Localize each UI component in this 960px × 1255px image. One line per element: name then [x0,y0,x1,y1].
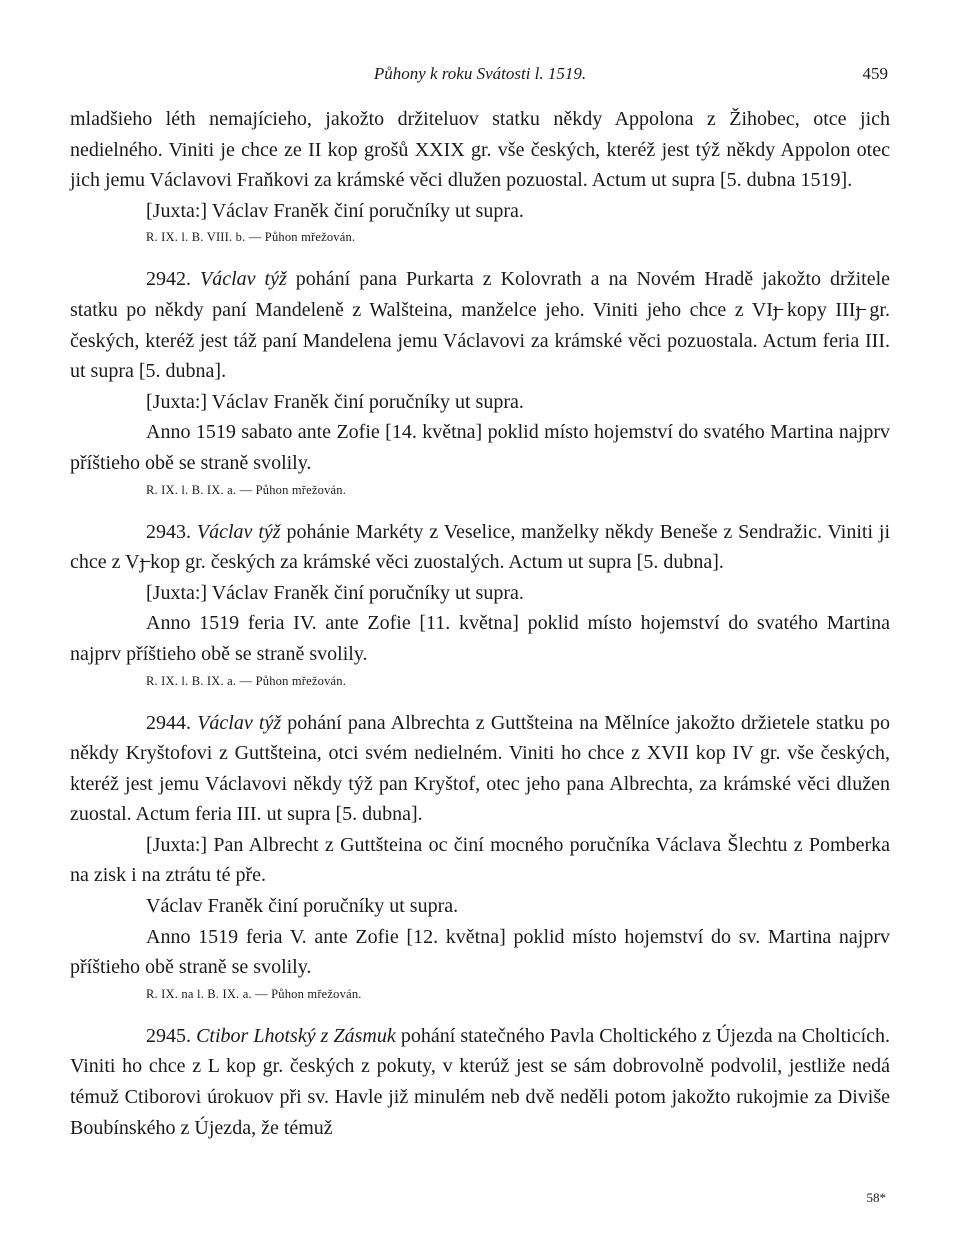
entry-2944-paragraph [70,708,890,830]
entry-number: 2942. [146,268,191,291]
entry-2945-paragraph [70,1021,890,1143]
intro-juxta: [Juxta:] Václav Franěk činí poručníky ut supra. [146,199,524,222]
entry-2944-juxta-second: Václav Franěk činí poručníky ut supra. [146,895,459,918]
entry-party-name: Václav týž [197,711,282,734]
page-number: 459 [862,64,888,83]
entry-2943-paragraph [70,517,890,578]
entry-party-name: Václav týž [196,520,281,543]
intro-paragraph: mladšieho léth nemajícieho, jakožto držiteluov statku někdy Appolona z Žihobec, otce jich nedielného. Viniti je chce ze II kop grošů XXIX gr. vše českých, kteréž jest týž někdy Appolon otec jich jemu Václavovi Fraňkovi za krámské věci dlužen pozuostal. Actum ut supra [5. dubna 1519]. [70,108,890,192]
entry-number: 2944. [146,711,191,734]
entry-text: pohání statečného Pavla Choltického z Újezda na Cholticích. Viniti ho chce z L kop gr. českých z pokuty, v kterúž jest se sám dobrovolně podvolil, jestliže nedá témuž Ctiborovi úrokuov při sv. Havle již minulém neb dvě neděli potom jakožto rukojmie za Diviše Boubínského z Újezda, že témuž [70,1024,891,1139]
entry-2943-juxta: [Juxta:] Václav Franěk činí poručníky ut supra. [146,581,524,604]
entry-2943-anno: Anno 1519 feria IV. ante Zofie [11. května] poklid místo hojemství do svatého Martina najprv příštieho obě se straně svolily. [70,612,890,665]
entry-text: pohánie Markéty z Veselice, manželky někdy Beneše z Sendražic. Viniti ji chce z Vȷ̶ kop gr. českých za krámské věci zuostalých. Actum ut supra [5. dubna]. [70,520,891,574]
entry-party-name: Václav týž [200,268,287,291]
entry-text: pohání pana Purkarta z Kolovrath a na Novém Hradě jakožto držitele statku po někdy paní Mandeleně z Walšteina, manželce jeho. Viniti jeho chce z VIȷ̶ kopy IIIȷ̶ gr. českých, kteréž jest táž paní Mandelena jemu Václavovi za krámské věci pozuostala. Actum feria III. ut supra [5. dubna]. [70,268,891,383]
entry-2944-anno: Anno 1519 feria V. ante Zofie [12. května] poklid místo hojemství do sv. Martina najprv příštieho obě straně se svolily. [70,925,890,979]
entry-party-name: Ctibor Lhotský z Zásmuk [196,1024,396,1047]
printer-signature-mark: 58* [866,1190,886,1205]
entry-2942-paragraph [70,264,890,386]
page-header [70,60,890,90]
entry-2942-juxta: [Juxta:] Václav Franěk činí poručníky ut supra. [146,390,524,413]
document-page [70,0,890,1255]
entry-number: 2943. [146,520,191,543]
intro-source-note: R. IX. l. B. VIII. b. — Půhon mřežován. [146,230,356,245]
entry-number: 2945. [146,1024,191,1047]
entry-2942-anno: Anno 1519 sabato ante Zofie [14. května] poklid místo hojemství do svatého Martina najprv příštieho obě se straně svolily. [70,421,890,474]
entry-text: pohání pana Albrechta z Guttšteina na Mělníce jakožto držietele statku po někdy Kryštofovi z Guttšteina, otci svém nedielném. Viniti ho chce z XVII kop IV gr. vše českých, kteréž jest jemu Václavovi někdy týž pan Kryštof, otec jeho pana Albrechta, za krámské věci dlužen zuostal. Actum feria III. ut supra [5. dubna]. [70,711,891,826]
entry-2944-juxta: [Juxta:] Pan Albrecht z Guttšteina oc činí mocného poručníka Václava Šlechtu z Pomberka na zisk i na ztrátu té pře. [70,833,890,887]
entry-2942-source-note: R. IX. l. B. IX. a. — Půhon mřežován. [146,482,347,497]
page-body [70,104,890,1143]
entry-2944-source-note: R. IX. na l. B. IX. a. — Půhon mřežován. [146,986,362,1001]
entry-2943-source-note: R. IX. l. B. IX. a. — Půhon mřežován. [146,673,347,688]
running-title: Půhony k roku Svátosti l. 1519. [373,64,587,83]
